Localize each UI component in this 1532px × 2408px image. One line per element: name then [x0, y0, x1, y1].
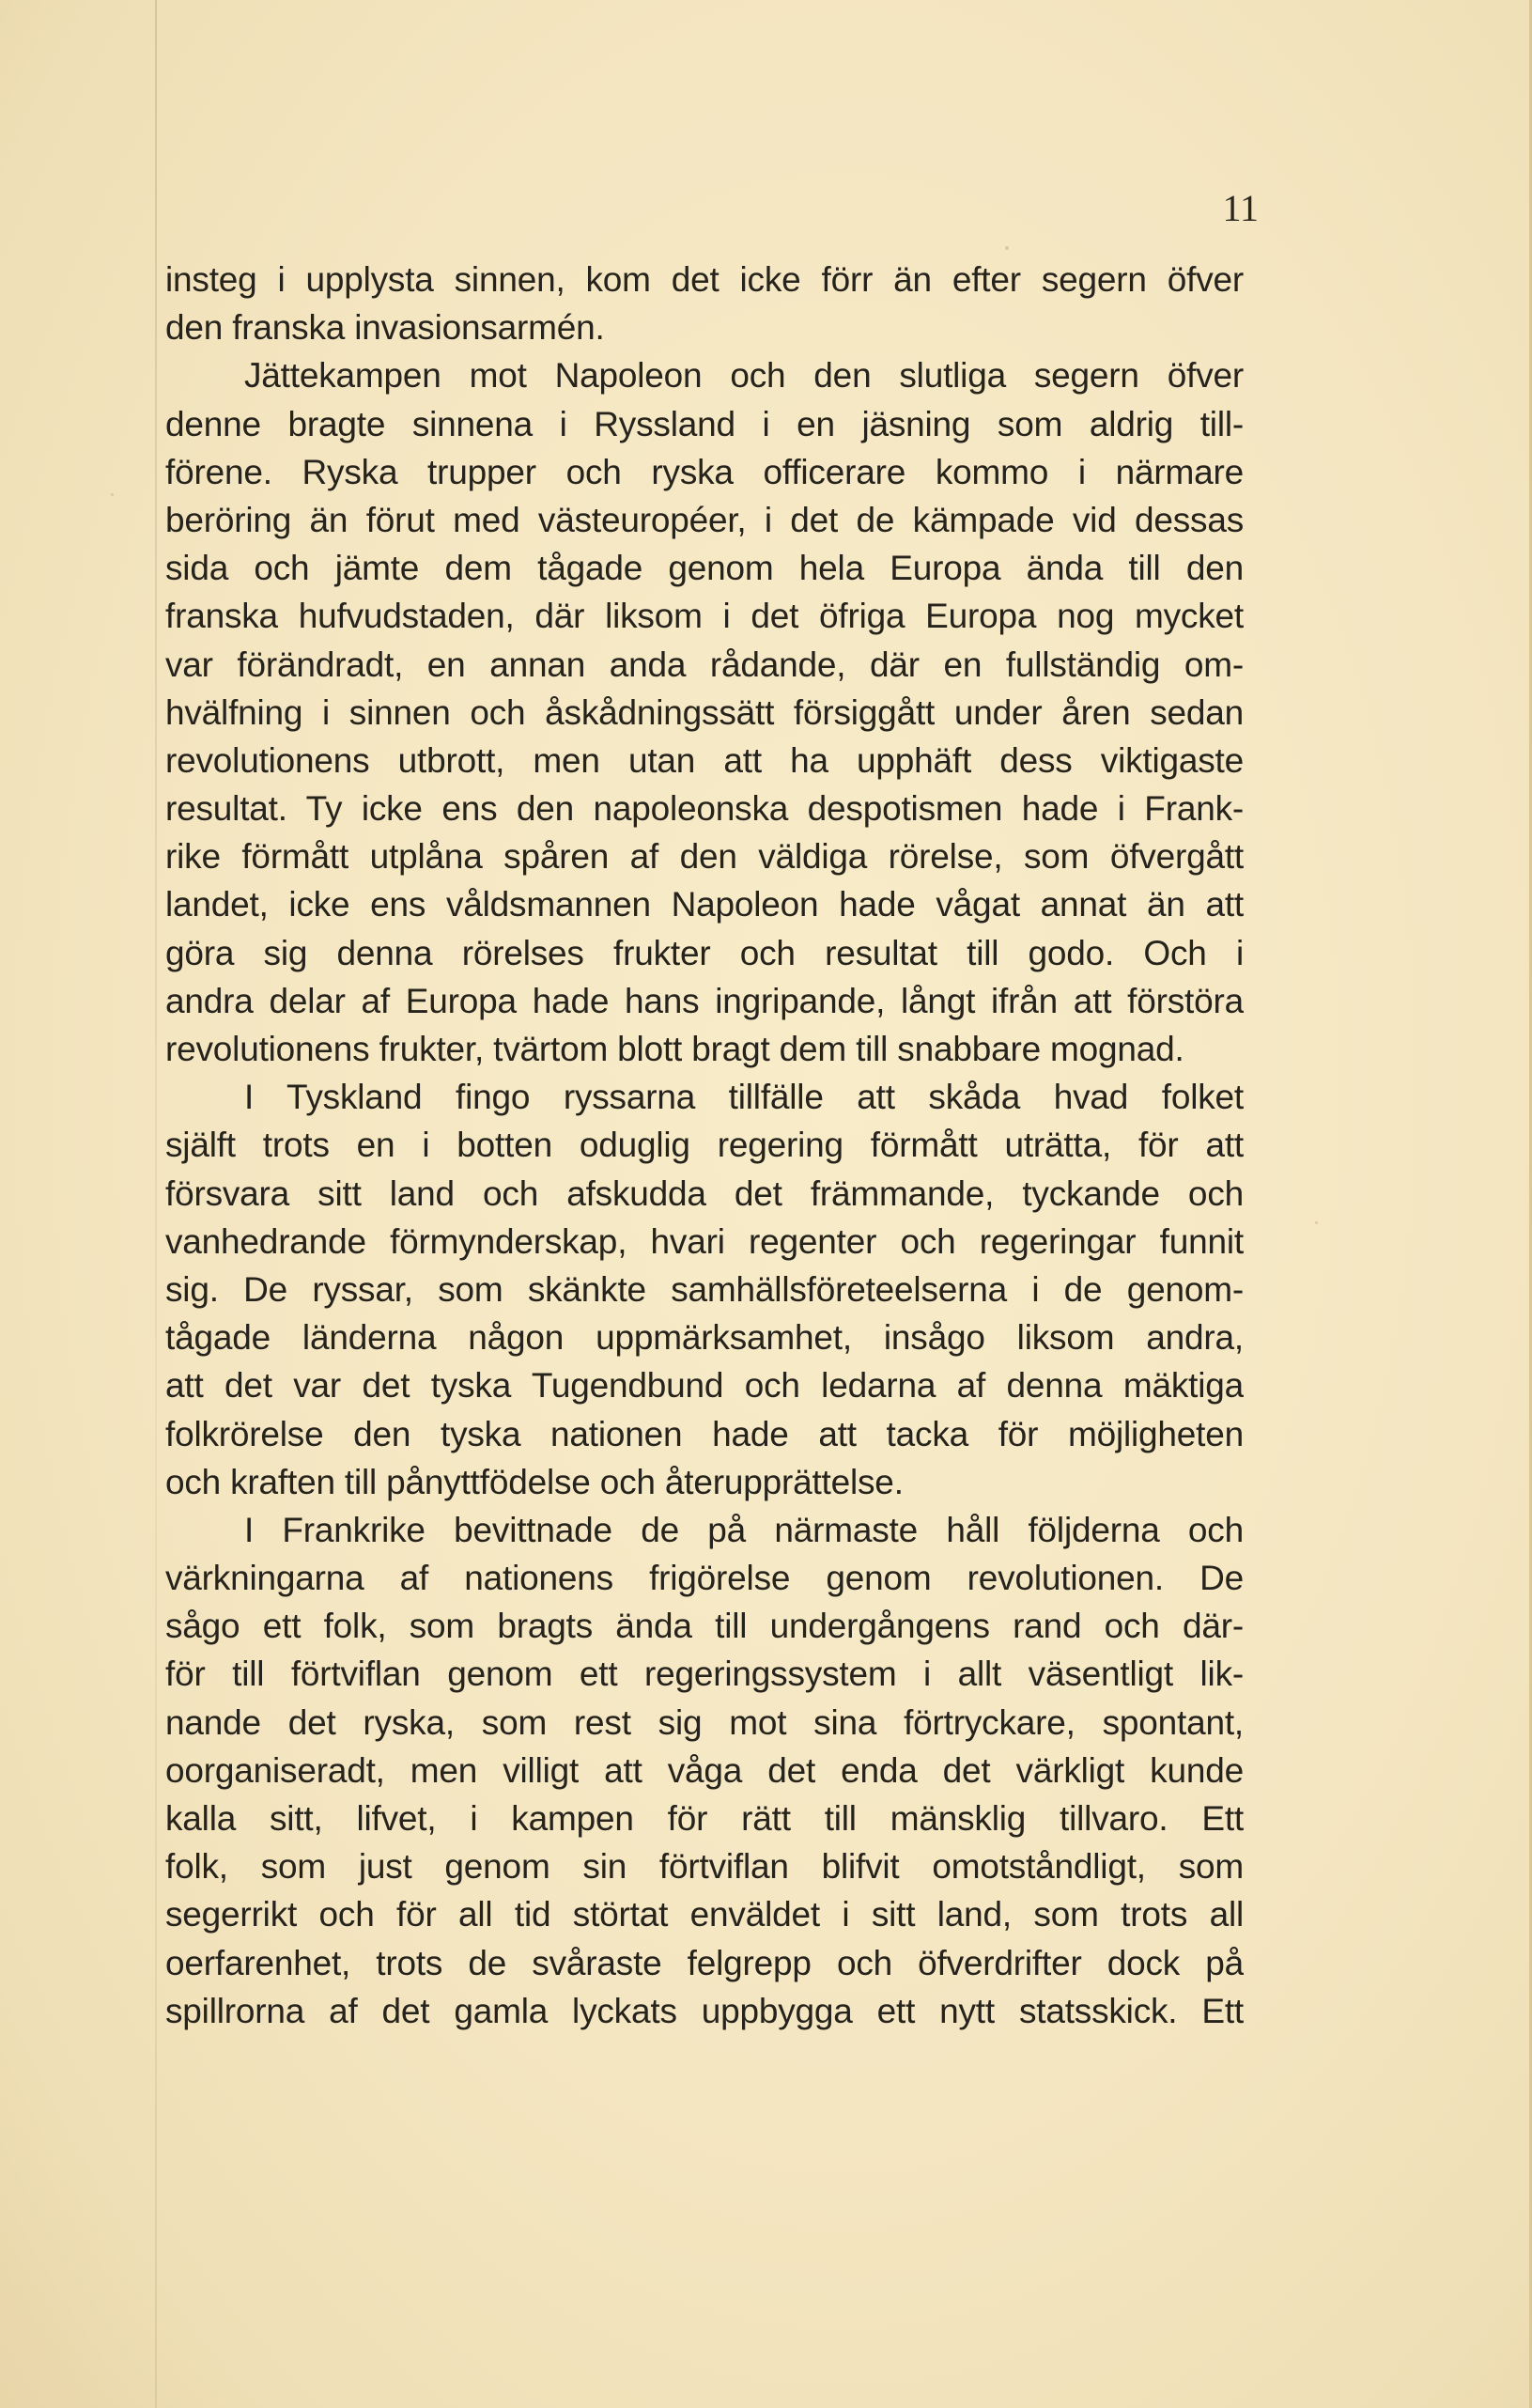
- text-line: revolutionens utbrott, men utan att ha upphäft dess viktigaste: [165, 740, 1244, 780]
- text-line: vanhedrande förmynderskap, hvari regenter och regeringar funnit: [165, 1221, 1244, 1261]
- text-line: sida och jämte dem tågade genom hela Europa ända till den: [165, 549, 1244, 588]
- text-line: själft trots en i botten oduglig regering förmått uträtta, för att: [165, 1126, 1244, 1165]
- text-line: spillrorna af det gamla lyckats uppbygga ett nytt statsskick. Ett: [165, 1991, 1244, 2030]
- body-text: [165, 256, 1244, 2035]
- text-line: tågade länderna någon uppmärksamhet, insågo liksom andra,: [165, 1318, 1244, 1358]
- text-line: folk, som just genom sin förtviflan blifvit omotståndligt, som: [165, 1847, 1244, 1887]
- text-line: andra delar af Europa hade hans ingripande, långt ifrån att förstöra: [165, 981, 1244, 1020]
- text-line: segerrikt och för all tid störtat enväldet i sitt land, som trots all: [165, 1895, 1244, 1934]
- text-line: I Tyskland fingo ryssarna tillfälle att skåda hvad folket: [244, 1078, 1244, 1117]
- page-fold-line: [155, 0, 157, 2408]
- text-line: försvara sitt land och afskudda det främmande, tyckande och: [165, 1173, 1244, 1213]
- text-line: landet, icke ens våldsmannen Napoleon hade vågat annat än att: [165, 885, 1244, 924]
- text-line: insteg i upplysta sinnen, kom det icke förr än efter segern öfver: [165, 260, 1244, 299]
- text-line: förene. Ryska trupper och ryska officerare kommo i närmare: [165, 452, 1244, 491]
- page-number: 11: [1222, 187, 1259, 229]
- text-line: oerfarenhet, trots de svåraste felgrepp och öfverdrifter dock på: [165, 1943, 1244, 1982]
- text-line: hvälfning i sinnen och åskådningssätt försiggått under åren sedan: [165, 692, 1244, 732]
- text-line: beröring än förut med västeuropéer, i det de kämpade vid dessas: [165, 500, 1244, 539]
- text-line: I Frankrike bevittnade de på närmaste håll följderna och: [244, 1510, 1244, 1549]
- paper-speck: [1005, 246, 1009, 250]
- text-line: sig. De ryssar, som skänkte samhällsföreteelserna i de genom-: [165, 1269, 1244, 1309]
- text-line: Jättekampen mot Napoleon och den slutliga segern öfver: [244, 356, 1244, 396]
- text-line: göra sig denna rörelses frukter och resultat till godo. Och i: [165, 933, 1244, 972]
- text-line: och kraften till pånyttfödelse och återupprättelse.: [165, 1462, 904, 1501]
- text-line: rike förmått utplåna spåren af den väldiga rörelse, som öfvergått: [165, 837, 1244, 877]
- text-line: denne bragte sinnena i Ryssland i en jäsning som aldrig till-: [165, 404, 1244, 443]
- text-line: folkrörelse den tyska nationen hade att tacka för möjligheten: [165, 1414, 1244, 1453]
- text-line: att det var det tyska Tugendbund och ledarna af denna mäktiga: [165, 1366, 1244, 1406]
- paper-speck: [111, 493, 114, 496]
- text-line: den franska invasionsarmén.: [165, 308, 605, 348]
- text-line: revolutionens frukter, tvärtom blott bragt dem till snabbare mognad.: [165, 1030, 1184, 1068]
- text-line: franska hufvudstaden, där liksom i det öfriga Europa nog mycket: [165, 597, 1244, 636]
- text-line: för till förtviflan genom ett regeringssystem i allt väsentligt lik-: [165, 1655, 1244, 1694]
- text-line: oorganiseradt, men villigt att våga det enda det värkligt kunde: [165, 1750, 1244, 1790]
- text-line: var förändradt, en annan anda rådande, där en fullständig om-: [165, 645, 1244, 684]
- paper-speck: [1315, 1221, 1318, 1224]
- text-line: sågo ett folk, som bragts ända till undergångens rand och där-: [165, 1607, 1244, 1646]
- text-line: kalla sitt, lifvet, i kampen för rätt till mänsklig tillvaro. Ett: [165, 1799, 1244, 1838]
- text-line: resultat. Ty icke ens den napoleonska despotismen hade i Frank-: [165, 789, 1244, 829]
- text-line: nande det ryska, som rest sig mot sina förtryckare, spontant,: [165, 1702, 1244, 1742]
- text-line: värkningarna af nationens frigörelse genom revolutionen. De: [165, 1559, 1244, 1598]
